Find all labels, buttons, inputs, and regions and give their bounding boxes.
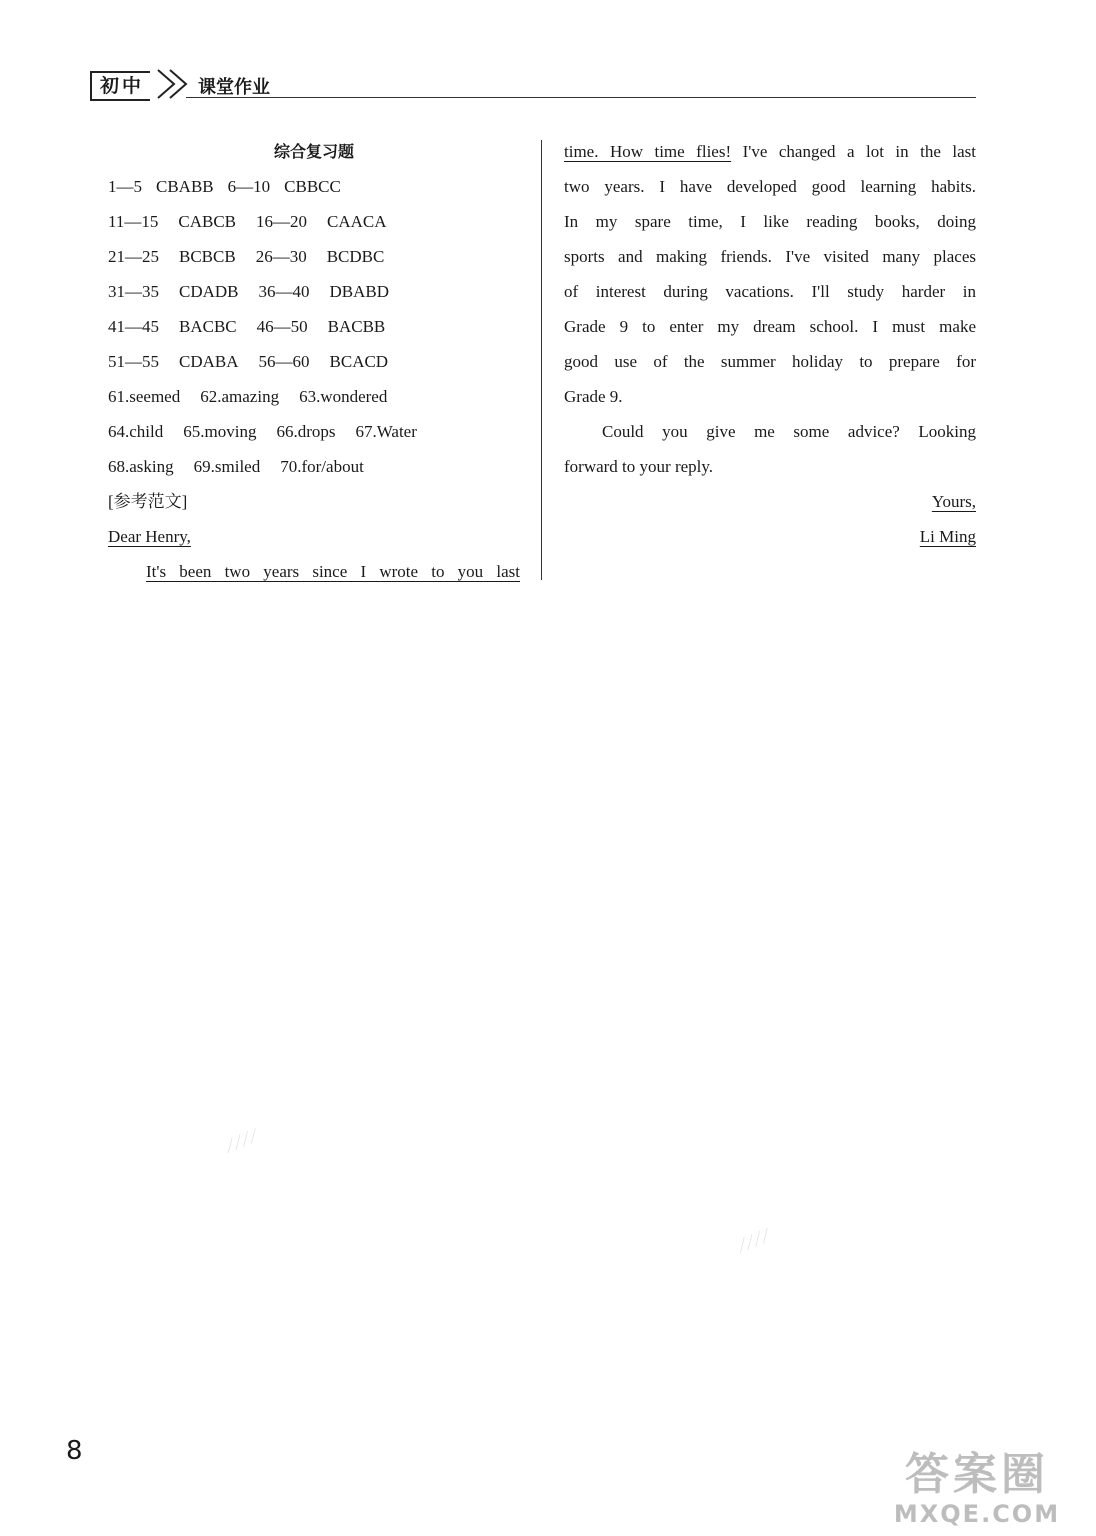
letter-line: time. How time flies! I've changed a lot in the last: [564, 142, 977, 161]
answer-row: 11—15 CABCB 16—20 CAACA: [108, 212, 387, 231]
fill-row: 61.seemed 62.amazing 63.wondered: [108, 387, 388, 406]
answer-row: 51—55 CDABA 56—60 BCACD: [108, 352, 389, 371]
answer-row: 31—35 CDADB 36—40 DBABD: [108, 282, 390, 301]
faint-mark: ⁄ ⁄ ⁄ ⁄: [736, 1225, 772, 1257]
letter-line: of interest during vacations. I'll study harder in: [564, 282, 976, 301]
page-number: 8: [66, 1436, 83, 1466]
letter-line: Could you give me some advice? Looking: [602, 422, 976, 441]
letter-line: Grade 9.: [564, 387, 623, 406]
letter-line: forward to your reply.: [564, 457, 714, 476]
fill-row: 64.child 65.moving 66.drops 67.Water: [108, 422, 417, 441]
answer-row: 21—25 BCBCB 26—30 BCDBC: [108, 247, 385, 266]
letter-line: two years. I have developed good learning habits.: [564, 177, 976, 196]
section-title: 综合复习题: [273, 142, 354, 161]
answer-row: 41—45 BACBC 46—50 BACBB: [108, 317, 386, 336]
watermark-logo: [872, 1450, 1082, 1528]
letter-greeting: Dear Henry,: [108, 527, 191, 546]
watermark-cn: 答案圈: [905, 1449, 1049, 1500]
letter-line: sports and making friends. I've visited many places: [564, 247, 976, 266]
header-title: 课堂作业: [198, 77, 270, 98]
left-column: [108, 134, 520, 589]
faint-mark: ⁄ ⁄ ⁄ ⁄: [224, 1125, 260, 1157]
column-divider: [541, 140, 542, 580]
answer-row: 1—5 CBABB 6—10 CBBCC: [108, 177, 341, 196]
letter-opening-line: It's been two years since I wrote to you last: [146, 562, 520, 581]
level-label: 初中: [90, 71, 150, 101]
letter-line: In my spare time, I like reading books, doing: [564, 212, 976, 231]
letter-line: good use of the summer holiday to prepare for: [564, 352, 976, 371]
sample-label: [参考范文]: [108, 492, 188, 511]
watermark-en: MXQE.COM: [893, 1500, 1061, 1528]
letter-signature: Li Ming: [919, 527, 976, 546]
right-column: [564, 134, 976, 554]
letter-closing: Yours,: [931, 492, 976, 511]
fill-row: 68.asking 69.smiled 70.for/about: [108, 457, 364, 476]
header-rule: [186, 97, 976, 98]
page-header: [90, 68, 976, 100]
letter-line: Grade 9 to enter my dream school. I must make: [564, 317, 976, 336]
